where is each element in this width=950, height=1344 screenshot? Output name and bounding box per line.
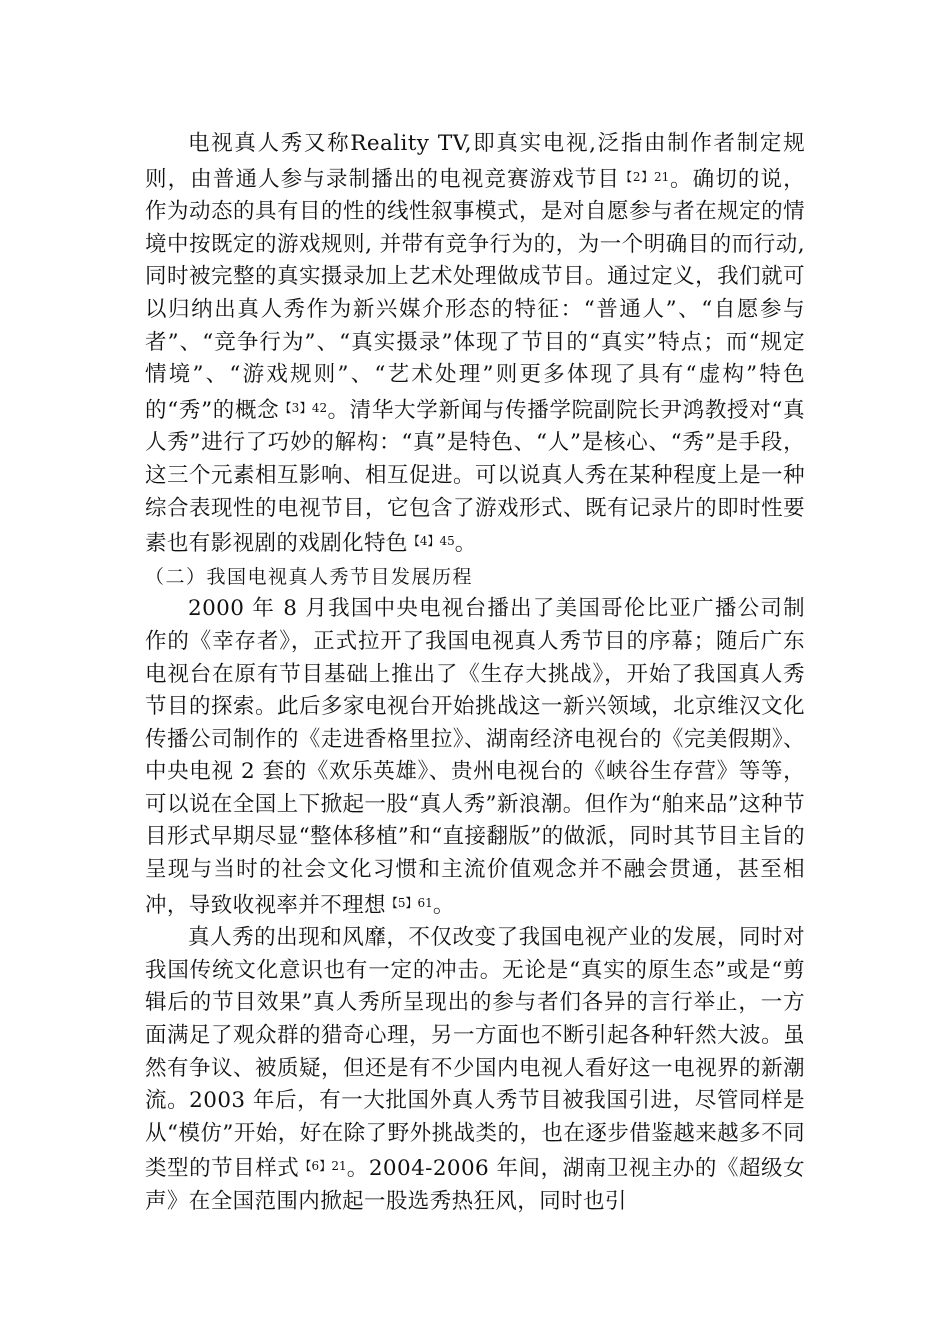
paragraph-text: 2000 年 8 月我国中央电视台播出了美国哥伦比亚广播公司制作的《幸存者》，正式拉开了我国电视真人秀节目的序幕；随后广东电视台在原有节目基础上推出了《生存大挑战》，开始了我国真人秀节目的探索。此后多家电视台开始挑战这一新兴领域，北京维汉文化传播公司制作的《走进香格里拉》、湖南经济电视台的《完美假期》、中央电视 2 套的《欢乐英雄》、贵州电视台的《峡谷生存营》等等，可以说在全国上下掀起一股“真人秀”新浪潮。但作为“舶来品”这种节目形式早期尽显“整体移植”和“直接翻版”的做派，同时其节目主旨的呈现与当时的社会文化习惯和主流价值观念并不融会贯通，甚至相冲，导致收视率并不理想 — [145, 596, 805, 918]
section-heading: （二）我国电视真人秀节目发展历程 — [145, 565, 474, 588]
document-body — [145, 128, 805, 1219]
citation-ref: 【3】42 — [279, 400, 328, 415]
paragraph-text: 。清华大学新闻与传播学院副院长尹鸿教授对“真人秀”进行了巧妙的解构：“真”是特色、“人”是核心、“秀”是手段，这三个元素相互影响、相互促进。可以说真人秀在某种程度上是一种综合表现性的电视节目，它包含了游戏形式、既有记录片的即时性要素也有影视剧的戏剧化特色 — [145, 397, 805, 557]
paragraph-text: 。 — [432, 892, 455, 918]
paragraph-text: 。确切的说，作为动态的具有目的性的线性叙事模式，是对自愿参与者在规定的情境中按既定的游戏规则, 并带有竞争行为的，为一个明确目的而行动,同时被完整的真实摄录加上艺术处理做成节目。通过定义，我们就可以归纳出真人秀作为新兴媒介形态的特征：“普通人”、“自愿参与者”、“竞争行为”、“真实摄录”体现了节目的“真实”特点；而“规定情境”、“游戏规则”、“艺术处理”则更多体现了具有“虚构”特色的“秀”的概念 — [145, 166, 806, 423]
citation-ref: 【2】21 — [620, 169, 670, 184]
citation-ref: 【6】21 — [299, 1159, 347, 1174]
paragraph-3 — [145, 922, 805, 1218]
paragraph-text: 真人秀的出现和风靡，不仅改变了我国电视产业的发展，同时对我国传统文化意识也有一定的冲击。无论是“真实的原生态”或是“剪辑后的节目效果”真人秀所呈现出的参与者们各异的言行举止，一方面满足了观众群的猎奇心理，另一方面也不断引起各种轩然大波。虽然有争议、被质疑，但还是有不少国内电视人看好这一电视界的新潮流。2003 年后，有一大批国外真人秀节目被我国引进，尽管同样是从“模仿”开始，好在除了野外挑战类的，也在逐步借鉴越来越多不同类型的节目样式 — [145, 925, 805, 1182]
paragraph-1 — [145, 128, 805, 561]
paragraph-text: 。2004-2006 年间，湖南卫视主办的《超级女声》在全国范围内掀起一股选秀热狂风，同时也引 — [145, 1156, 805, 1214]
paragraph-text: 。 — [454, 531, 477, 557]
citation-ref: 【4】45 — [407, 534, 455, 549]
paragraph-2 — [145, 593, 805, 922]
paragraph-text: 电视真人秀又称Reality TV,即真实电视,泛指由制作者制定规则，由普通人参与录制播出的电视竞赛游戏节目 — [145, 131, 805, 192]
citation-ref: 【5】61 — [385, 895, 433, 910]
